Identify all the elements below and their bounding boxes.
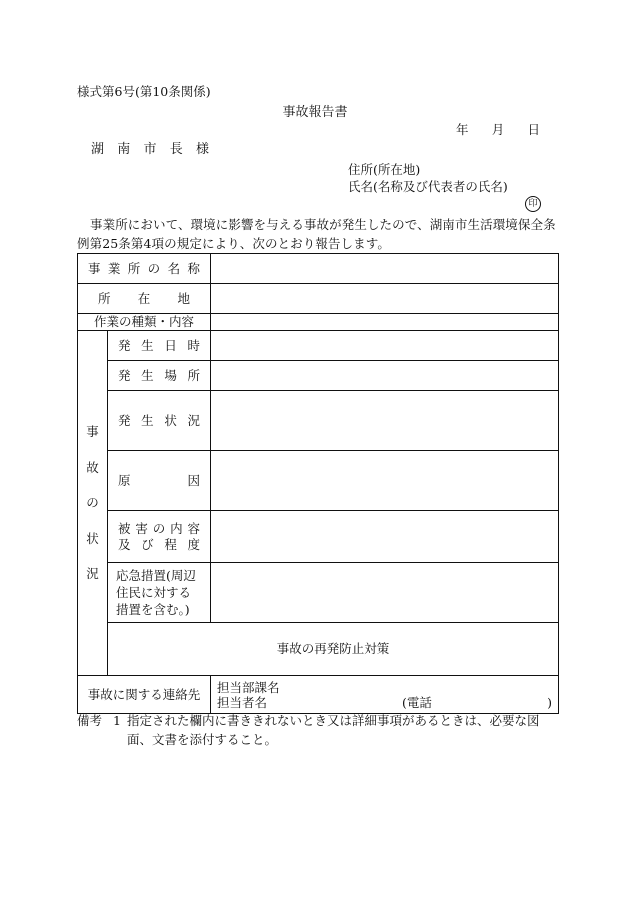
row-prevention xyxy=(78,623,559,676)
label-char: 事 xyxy=(88,260,101,276)
row-occurrence-place xyxy=(78,361,559,391)
label-char: 発 xyxy=(118,412,131,428)
addressee-char: 長 xyxy=(169,142,183,157)
label-char: の xyxy=(147,260,161,276)
occurrence-situation-label xyxy=(108,391,211,451)
addressee-char: 市 xyxy=(143,142,157,157)
label-char: 害 xyxy=(135,520,148,536)
row-contact xyxy=(78,676,559,714)
seal-mark: 印 xyxy=(525,196,541,212)
contact-person-label: 担当者名 xyxy=(217,694,268,710)
occurrence-datetime-label xyxy=(108,331,211,361)
label-char: 所 xyxy=(127,260,141,276)
occurrence-datetime-field[interactable] xyxy=(211,331,559,361)
contact-phone-label: (電話 xyxy=(402,694,432,710)
addressee xyxy=(91,143,209,156)
label-char: 生 xyxy=(141,367,154,383)
addressee-char: 湖 xyxy=(91,142,105,157)
remarks-text: 指定された欄内に書ききれないとき又は詳細事項があるときは、必要な図面、文書を添付すること。 xyxy=(127,713,540,747)
label-char: 在 xyxy=(137,290,151,306)
contact-label: 事故に関する連絡先 xyxy=(78,676,211,714)
row-occurrence-situation xyxy=(78,391,559,451)
label-char: 容 xyxy=(187,520,200,536)
remarks-number: 1 xyxy=(113,713,121,728)
address-label: 住所(所在地) xyxy=(348,162,421,177)
label-char: び xyxy=(141,536,154,552)
document-title: 事故報告書 xyxy=(282,105,348,120)
damage-label xyxy=(108,511,211,563)
label-char: 発 xyxy=(118,337,131,353)
occurrence-place-label xyxy=(108,361,211,391)
row-work-type xyxy=(78,314,559,331)
row-occurrence-datetime xyxy=(78,331,559,361)
report-table xyxy=(77,253,559,714)
row-emergency-measures xyxy=(78,563,559,623)
business-name-label xyxy=(78,254,211,284)
label-char: 状 xyxy=(164,412,177,428)
label-char: 況 xyxy=(187,412,200,428)
work-type-field[interactable] xyxy=(211,314,559,331)
label-char: 故 xyxy=(86,459,99,475)
label-char: 内 xyxy=(170,520,183,536)
location-label xyxy=(78,284,211,314)
remarks xyxy=(77,711,557,749)
label-char: 原 xyxy=(118,472,131,488)
label-char: 況 xyxy=(86,566,99,582)
addressee-char: 南 xyxy=(117,142,131,157)
label-char: 生 xyxy=(141,412,154,428)
addressee-char: 様 xyxy=(195,142,209,157)
work-type-label: 作業の種類・内容 xyxy=(78,314,211,331)
label-char: の xyxy=(86,495,99,511)
business-name-field[interactable] xyxy=(211,254,559,284)
contact-field[interactable] xyxy=(211,676,559,714)
label-char: 場 xyxy=(164,367,177,383)
emergency-measures-field[interactable] xyxy=(211,563,559,623)
label-char: 事 xyxy=(86,423,99,439)
label-char: 生 xyxy=(141,337,154,353)
location-field[interactable] xyxy=(211,284,559,314)
label-char: 因 xyxy=(187,472,200,488)
label-char: 所 xyxy=(98,290,111,306)
intro-paragraph: 事業所において、環境に影響を与える事故が発生したので、湖南市生活環境保全条例第25条第4項の規定により、次のとおり報告します。 xyxy=(77,217,556,251)
accident-status-label xyxy=(78,331,108,676)
contact-dept-label: 担当部課名 xyxy=(217,679,280,695)
label-char: 及 xyxy=(118,536,131,552)
cause-field[interactable] xyxy=(211,451,559,511)
row-damage xyxy=(78,511,559,563)
cause-label xyxy=(108,451,211,511)
label-char: 度 xyxy=(187,536,200,552)
label-char: 被 xyxy=(118,520,131,536)
label-char: 業 xyxy=(107,260,121,276)
remarks-label: 備考 xyxy=(77,713,103,728)
label-char: 所 xyxy=(187,367,200,383)
occurrence-place-field[interactable] xyxy=(211,361,559,391)
row-location xyxy=(78,284,559,314)
name-label: 氏名(名称及び代表者の氏名) xyxy=(348,179,508,194)
month-label: 月 xyxy=(491,122,505,137)
date-line xyxy=(456,124,540,137)
label-char: 地 xyxy=(177,290,190,306)
emergency-measures-label: 応急措置(周辺住民に対する措置を含む。) xyxy=(108,563,211,623)
label-char: 状 xyxy=(86,530,99,546)
label-char: 称 xyxy=(187,260,200,276)
label-char: 発 xyxy=(118,367,131,383)
label-char: 程 xyxy=(164,536,177,552)
contact-phone-close: ) xyxy=(547,694,552,710)
label-char: 日 xyxy=(164,337,177,353)
row-cause xyxy=(78,451,559,511)
year-label: 年 xyxy=(456,122,469,137)
occurrence-situation-field[interactable] xyxy=(211,391,559,451)
prevention-label: 事故の再発防止対策 xyxy=(108,623,559,676)
day-label: 日 xyxy=(527,122,540,137)
label-char: 名 xyxy=(167,260,181,276)
row-business-name xyxy=(78,254,559,284)
label-char: 時 xyxy=(187,337,200,353)
label-char: の xyxy=(152,520,166,536)
form-number: 様式第6号(第10条関係) xyxy=(77,84,211,99)
damage-field[interactable] xyxy=(211,511,559,563)
